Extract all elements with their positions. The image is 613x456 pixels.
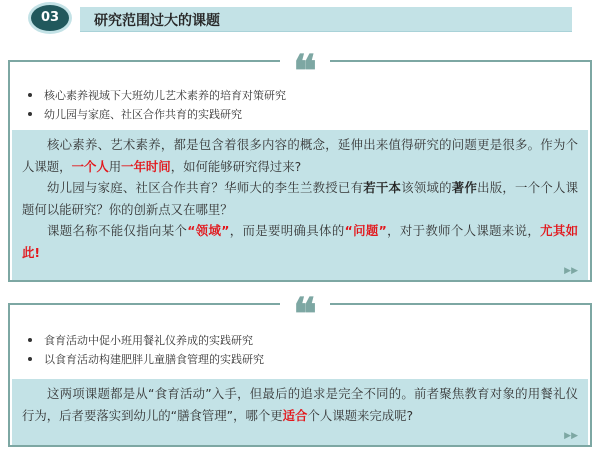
list-item: 幼儿园与家庭、社区合作共育的实践研究: [28, 105, 286, 124]
example-card-2: [8, 289, 592, 447]
analysis-paragraph: 课题名称不能仅指向某个“领域”，而是要明确具体的“问题”，对于教师个人课题来说，尤其如此!: [22, 223, 579, 260]
list-item: 以食育活动构建肥胖儿童膳食管理的实践研究: [28, 350, 264, 369]
quote-icon: ❝: [280, 50, 330, 72]
section-header: [28, 6, 573, 32]
bullet-icon: [28, 338, 32, 342]
list-item: 食育活动中促小班用餐礼仪养成的实践研究: [28, 331, 264, 350]
section-number-badge: 03: [28, 2, 72, 34]
double-arrow-icon: ▶▶: [564, 431, 578, 441]
analysis-paragraph: 核心素养、艺术素养，都是包含着很多内容的概念，延伸出来值得研究的问题更是很多。作为个人课题，一个人用一年时间，如何能够研究得过来?: [22, 137, 578, 174]
topic-list: [28, 331, 264, 369]
analysis-paragraph: 幼儿园与家庭、社区合作共育？华师大的李生兰教授已有若干本该领域的著作出版，一个个人课题何以能研究？你的创新点又在哪里？: [22, 180, 579, 217]
example-card-1: [8, 46, 592, 282]
double-arrow-icon: ▶▶: [564, 266, 578, 276]
list-item: 核心素养视域下大班幼儿艺术素养的培育对策研究: [28, 86, 286, 105]
section-title: 研究范围过大的课题: [94, 13, 220, 29]
bullet-icon: [28, 93, 32, 97]
bullet-icon: [28, 112, 32, 116]
analysis-box: [12, 130, 588, 280]
analysis-box: [12, 379, 588, 445]
analysis-paragraph: 这两项课题都是从“食育活动”入手，但最后的追求是完全不同的。前者聚焦教育对象的用餐礼仪行为，后者要落实到幼儿的“膳食管理”，哪个更适合个人课题来完成呢?: [22, 386, 578, 423]
bullet-icon: [28, 357, 32, 361]
quote-icon: ❝: [280, 293, 330, 315]
topic-list: [28, 86, 286, 124]
